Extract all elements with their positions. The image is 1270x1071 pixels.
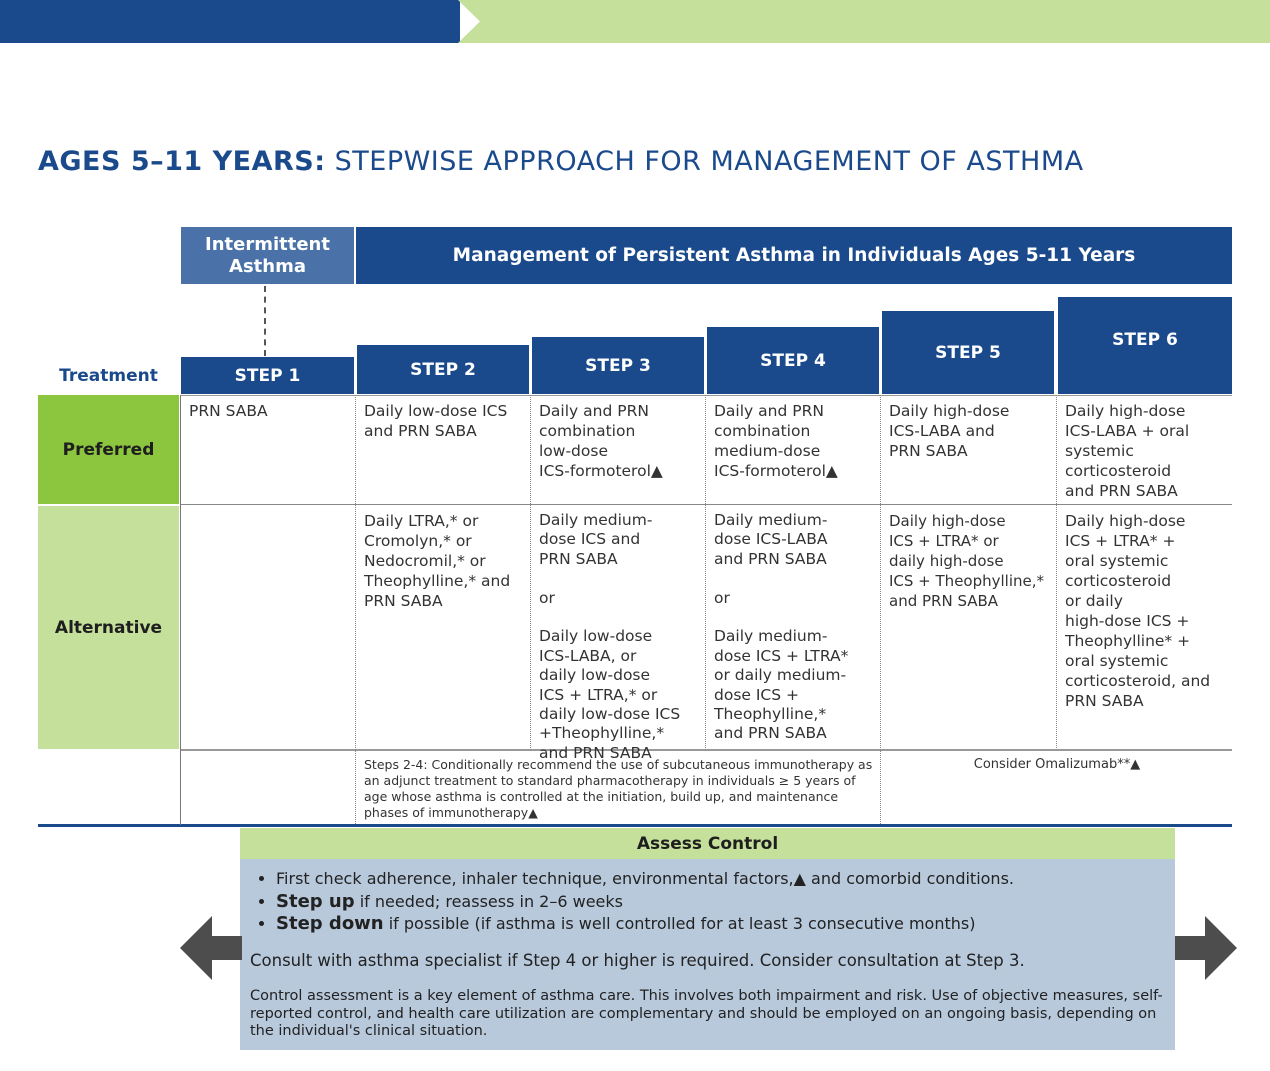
grid-bottom-line <box>181 749 1232 751</box>
grid-col-line-4 <box>705 395 706 750</box>
alternative-step-6: Daily high-dose ICS + LTRA* + oral systemic corticosteroid or daily high-dose ICS + Theophylline* + oral systemic corticosteroid, and PRN SABA <box>1065 512 1211 710</box>
grid-col-line-1 <box>180 395 181 825</box>
preferred-label: Preferred <box>38 395 179 504</box>
preferred-step-5: Daily high-dose ICS-LABA and PRN SABA <box>889 402 1010 460</box>
alternative-step-3: Daily medium- dose ICS and PRN SABA or Daily low-dose ICS-LABA, or daily low-dose ICS + LTRA,* or daily low-dose ICS +Theophylline,* and PRN SABA <box>539 511 681 762</box>
grid-col-line-2 <box>355 395 356 750</box>
alternative-label: Alternative <box>38 506 179 749</box>
preferred-step-3: Daily and PRN combination low-dose ICS-formoterol▲ <box>539 402 663 480</box>
treatment-label: Treatment <box>59 366 158 386</box>
assess-bullet-adherence: • First check adherence, inhaler technique, environmental factors,▲ and comorbid conditions. <box>276 868 1176 891</box>
grid-col-line-3 <box>530 395 531 750</box>
assess-bullets <box>250 868 1176 936</box>
consult-text: Consult with asthma specialist if Step 4 or higher is required. Consider consultation at Step 3. <box>250 951 1025 970</box>
alternative-step-4: Daily medium- dose ICS-LABA and PRN SABA or Daily medium- dose ICS + LTRA* or daily medium- dose ICS + Theophylline,* and PRN SABA <box>714 511 849 743</box>
grid-notes-bottom <box>38 824 1232 827</box>
persistent-asthma-header: Management of Persistent Asthma in Individuals Ages 5-11 Years <box>356 227 1232 284</box>
step-4-header: STEP 4 <box>707 327 879 394</box>
grid-col-line-6 <box>1056 395 1057 750</box>
dashed-connector <box>264 286 266 356</box>
grid-top-line <box>181 395 1232 396</box>
assess-bullet-step-up: • Step up if needed; reassess in 2–6 weeks <box>276 891 1176 914</box>
immunotherapy-note: Steps 2-4: Conditionally recommend the use of subcutaneous immunotherapy as an adjunct treatment to standard pharmacotherapy in individuals ≥ 5 years of age whose asthma is controlled at the initiation, build up, and maintenance phases of immunotherapy▲ <box>364 757 873 820</box>
omalizumab-note: Consider Omalizumab**▲ <box>973 757 1141 772</box>
grid-col-line-5 <box>880 395 881 750</box>
preferred-step-2: Daily low-dose ICS and PRN SABA <box>364 402 508 440</box>
notes-col-line-left <box>355 750 356 824</box>
page-title <box>38 146 1084 177</box>
page-title-rest: STEPWISE APPROACH FOR MANAGEMENT OF ASTHMA <box>334 146 1084 177</box>
intermittent-asthma-header: Intermittent Asthma <box>181 227 354 284</box>
grid-row-divider <box>181 504 1232 505</box>
alternative-step-2: Daily LTRA,* or Cromolyn,* or Nedocromil,* or Theophylline,* and PRN SABA <box>364 512 511 610</box>
alternative-step-5: Daily high-dose ICS + LTRA* or daily high-dose ICS + Theophylline,* and PRN SABA <box>889 512 1045 610</box>
step-5-header: STEP 5 <box>882 311 1054 394</box>
preferred-step-1: PRN SABA <box>189 402 268 420</box>
assess-bullet-step-down: • Step down if possible (if asthma is well controlled for at least 3 consecutive months) <box>276 913 1176 936</box>
step-3-header: STEP 3 <box>532 337 704 394</box>
page-title-bold: AGES 5–11 YEARS: <box>38 146 326 177</box>
notes-col-line-right <box>880 750 881 824</box>
step-2-header: STEP 2 <box>357 345 529 394</box>
step-down-arrow-icon <box>180 916 242 980</box>
control-assessment-text: Control assessment is a key element of asthma care. This involves both impairment and risk. Use of objective measures, self-reported control, and health care utilization are complementary and should be employed on an ongoing basis, depending on the individual's clinical situation. <box>250 988 1163 1039</box>
preferred-step-6: Daily high-dose ICS-LABA + oral systemic corticosteroid and PRN SABA <box>1065 402 1190 500</box>
top-banner-green <box>458 0 1270 44</box>
step-up-arrow-icon <box>1175 916 1237 980</box>
step-6-header: STEP 6 <box>1058 297 1232 394</box>
step-1-header: STEP 1 <box>181 357 354 394</box>
preferred-step-4: Daily and PRN combination medium-dose ICS-formoterol▲ <box>714 402 838 480</box>
assess-control-header: Assess Control <box>240 828 1175 859</box>
top-banner-blue <box>0 0 460 43</box>
